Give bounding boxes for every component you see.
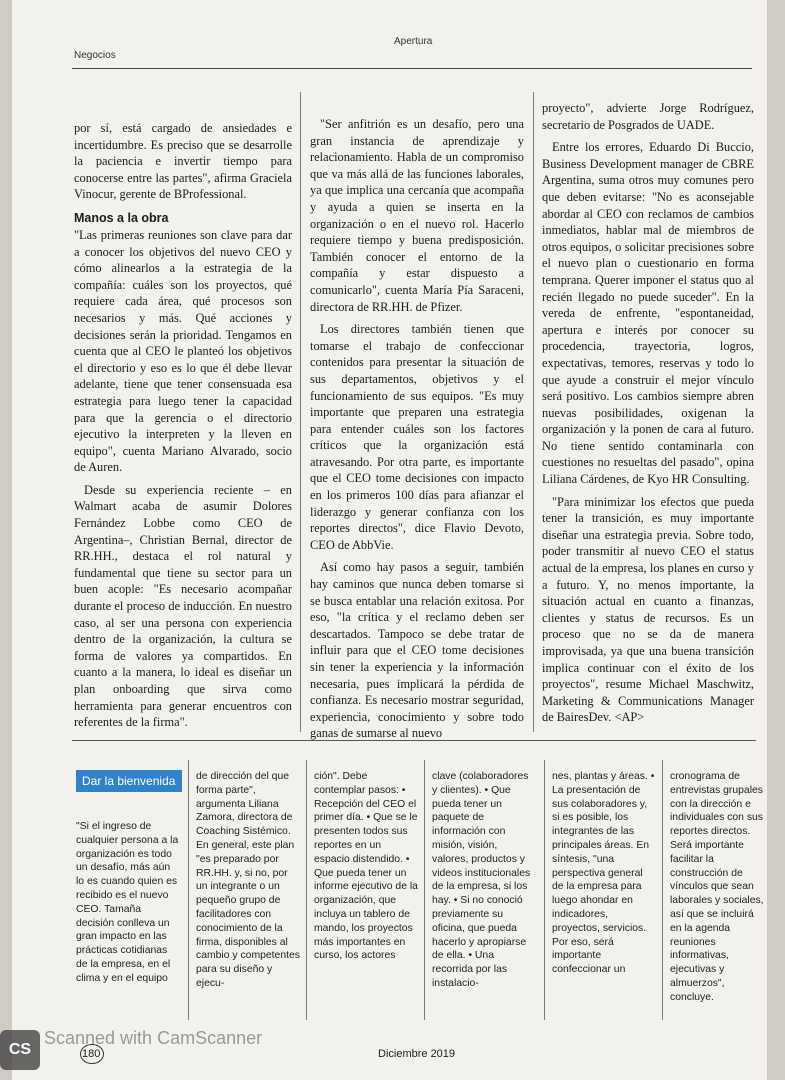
column-divider [424,760,425,1020]
sidebar-text: clave (colaboradores y clientes). • Que pueda tener un paquete de información con misión, visión, valores, productos y videos institucionales de la empresa, si los hay. • Si no conoció previamente su oficina, que pueda hacerlo y apropiarse de ella. • Una recorrida por las instalacio- [432,771,531,989]
sidebar-column-1 [76,820,180,986]
column-divider [662,760,663,1020]
section-name: Negocios [74,50,116,61]
sidebar-text: ción". Debe contemplar pasos: • Recepción del CEO el primer día. • Que se le presenten todos sus reportes en un espacio distendido. • Que pueda tener un informe ejecutivo de la organización, que incluya un tablero de mando, los proyectos más importantes en curso, los actores [314,771,418,962]
column-divider [306,760,307,1020]
sidebar-box-title: Dar la bienvenida [76,770,182,792]
paragraph: Entre los errores, Eduardo Di Buccio, Business Development manager de CBRE Argentina, suma otros muy comunes pero que deben evitarse: "No es aconsejable abordar al CEO con reclamos de cambios inmediatos, hablar mal de miembros de otros equipos, o solicitar precisiones sobre el nuevo plan o cuestionario en forma temprana. Querer imponer el status quo al recién llegado no puede suceder". En la vereda de enfrente, "espontaneidad, apertura e interés por conocer su procedencia, trayectoria, logros, expectativas, temores, reservas y todo lo que ayude a construir el mejor vínculo será positivo. Los cambios siempre abren nuevas posibilidades, oxigenan la organización y la ponen de cara al futuro. No tiene sentido contaminarla con cuestiones no resueltas del pasado", opina Liliana Cárdenes, de Kyo HR Consulting. [542,140,754,487]
column-divider [533,92,534,732]
sidebar-column-6 [670,770,764,1005]
paragraph: Así como hay pasos a seguir, también hay caminos que nunca deben tomarse si se busca entablar una relación exitosa. Por eso, "la crítica y el reclamo deben ser descartados. Tampoco se debe tratar de influir para que el CEO tome decisiones sin tener la experiencia y la información necesaria, pues implicará la pérdida de confianza. Es necesario mostrar seguridad, experiencia, conocimiento y sobre todo ganas de sumarse al nuevo [310,560,524,741]
paragraph: "Para minimizar los efectos que pueda tener la transición, es muy importante diseñar una estrategia previa. Sobre todo, poder transmitir al nuevo CEO el status actual de la empresa, los planes en curso y a futuro. Y, no menos importante, la situación actual en cuanto a finanzas, clientes y status de recursos. Es un proceso que no se da de manera improvisada, ya que una buena transición implica continuar con el éxito de los proyectos", resume Michael Maschwitz, Marketing & Communications Manager de BairesDev. <AP> [542,494,754,725]
column-divider [188,760,189,1020]
sidebar-text: nes, plantas y áreas. • La presentación de sus colaboradores y, si es posible, los integrantes de las principales áreas. En síntesis, "una perspectiva general de la empresa para luego ahondar en indicadores, proyectos, servicios. Por eso, será importante confeccionar un [552,771,655,976]
camscanner-logo: CS [0,1030,40,1070]
issue-date: Diciembre 2019 [378,1048,456,1060]
sidebar-column-3 [314,770,418,963]
sidebar-column-2 [196,770,300,991]
paragraph: proyecto", advierte Jorge Rodríguez, secretario de Posgrados de UADE. [542,101,754,132]
camscanner-watermark: Scanned with CamScanner [44,1028,263,1048]
sidebar-box-rule [72,740,756,741]
subheading: Manos a la obra [74,210,169,225]
column-divider [544,760,545,1020]
paragraph: "Las primeras reuniones son clave para dar a conocer los objetivos del nuevo CEO y cómo alinearlos a la estrategia de la compañía: cuáles son los proyectos, qué requiere cada área, qué procesos son necesarios y más. Qué acciones y decisiones serán la prioridad. Tengamos en cuenta que al CEO le planteó los objetivos el directorio y eso es lo que él debe llevar adelante, tiene que tener consensuada esa estrategia para luego tener la capacidad para que la gerencia o el directorio ejecutivo la interpreten y la lleven en equipo", cuenta Mariano Alvarado, socio de Auren. [74,227,292,475]
article-column-3 [542,100,754,732]
header-rule [72,68,752,69]
paragraph: Desde su experiencia reciente – en Walmart acaba de asumir Dolores Fernández Lobbe como CEO de Argentina–, Christian Bernal, director de RR.HH., destaca el rol natural y fundamental que tiene su sector para un buen acople: "Es necesario acompañar durante el proceso de inducción. En nuestro caso, al ser una persona con experiencia dentro de la organización, la cultura se forma de valores ya compartidos. En cuanto a la manera, lo ideal es diseñar un plan onboarding que sirva como herramienta para generar encuentros con referentes de la firma". [74,482,292,730]
sidebar-column-5 [552,770,656,977]
column-divider [300,92,301,732]
magazine-name: Apertura [394,36,433,47]
article-column-1 [74,120,292,737]
paragraph: Los directores también tienen que tomarse el trabajo de confeccionar contenidos para presentar la situación de sus departamentos, objetivos y el funcionamiento de sus equipos. "Es muy importante que preparen una estrategia para entender cuáles son los factores críticos que la organización está atravesando. Por otra parte, es importante que el CEO tome decisiones con impacto en los primeros 100 días para afianzar el liderazgo y generar confianza con los reportes directos", dice Flavio Devoto, CEO de AbbVie. [310,322,524,552]
page-number: 180 [82,1048,101,1060]
sidebar-text: "Si el ingreso de cualquier persona a la organización es todo un desafío, más aún lo es cuando quien es recibido es el nuevo CEO. Tamaña decisión conlleva un gran impacto en las prácticas cotidianas de la empresa, en el clima y en el equipo [76,821,179,984]
sidebar-column-4 [432,770,536,991]
paragraph: "Ser anfitrión es un desafío, pero una gran instancia de aprendizaje y relacionamiento. Habla de un compromiso que va más allá de las funciones laborales, ya que implica una cercanía que acompaña y ayuda a quien se inserta en la organización o en el nuevo rol. Hacerlo requiere tiempo y buena predisposición. También conocer el entorno de la compañía y estar dispuesto a comunicarlo", cuenta María Pía Saraceni, directora de RR.HH. de Pfizer. [310,117,524,314]
article-column-2 [310,116,524,748]
sidebar-text: cronograma de entrevistas grupales con la dirección e individuales con sus reportes directos. Será importante facilitar la construcción de vínculos que sean laborales y sociales, así que se incluirá en la agenda reuniones informativas, ejecutivas y almuerzos", concluye. [670,771,764,1003]
paragraph: por sí, está cargado de ansiedades e incertidumbre. Es preciso que se desarrolle la paciencia e invertir tiempo para conocerse entre las partes", afirma Graciela Vinocur, gerente de BProfessional. [74,121,292,202]
magazine-page [12,0,767,1080]
sidebar-text: de dirección del que forma parte", argumenta Liliana Zamora, directora de Coaching Sistémico. En general, este plan "es preparado por RR.HH. y, si no, por un integrante o un pequeño grupo de facilitadores con conocimiento de la firma, disponibles al cambio y competentes para su diseño y ejecu- [196,771,300,989]
